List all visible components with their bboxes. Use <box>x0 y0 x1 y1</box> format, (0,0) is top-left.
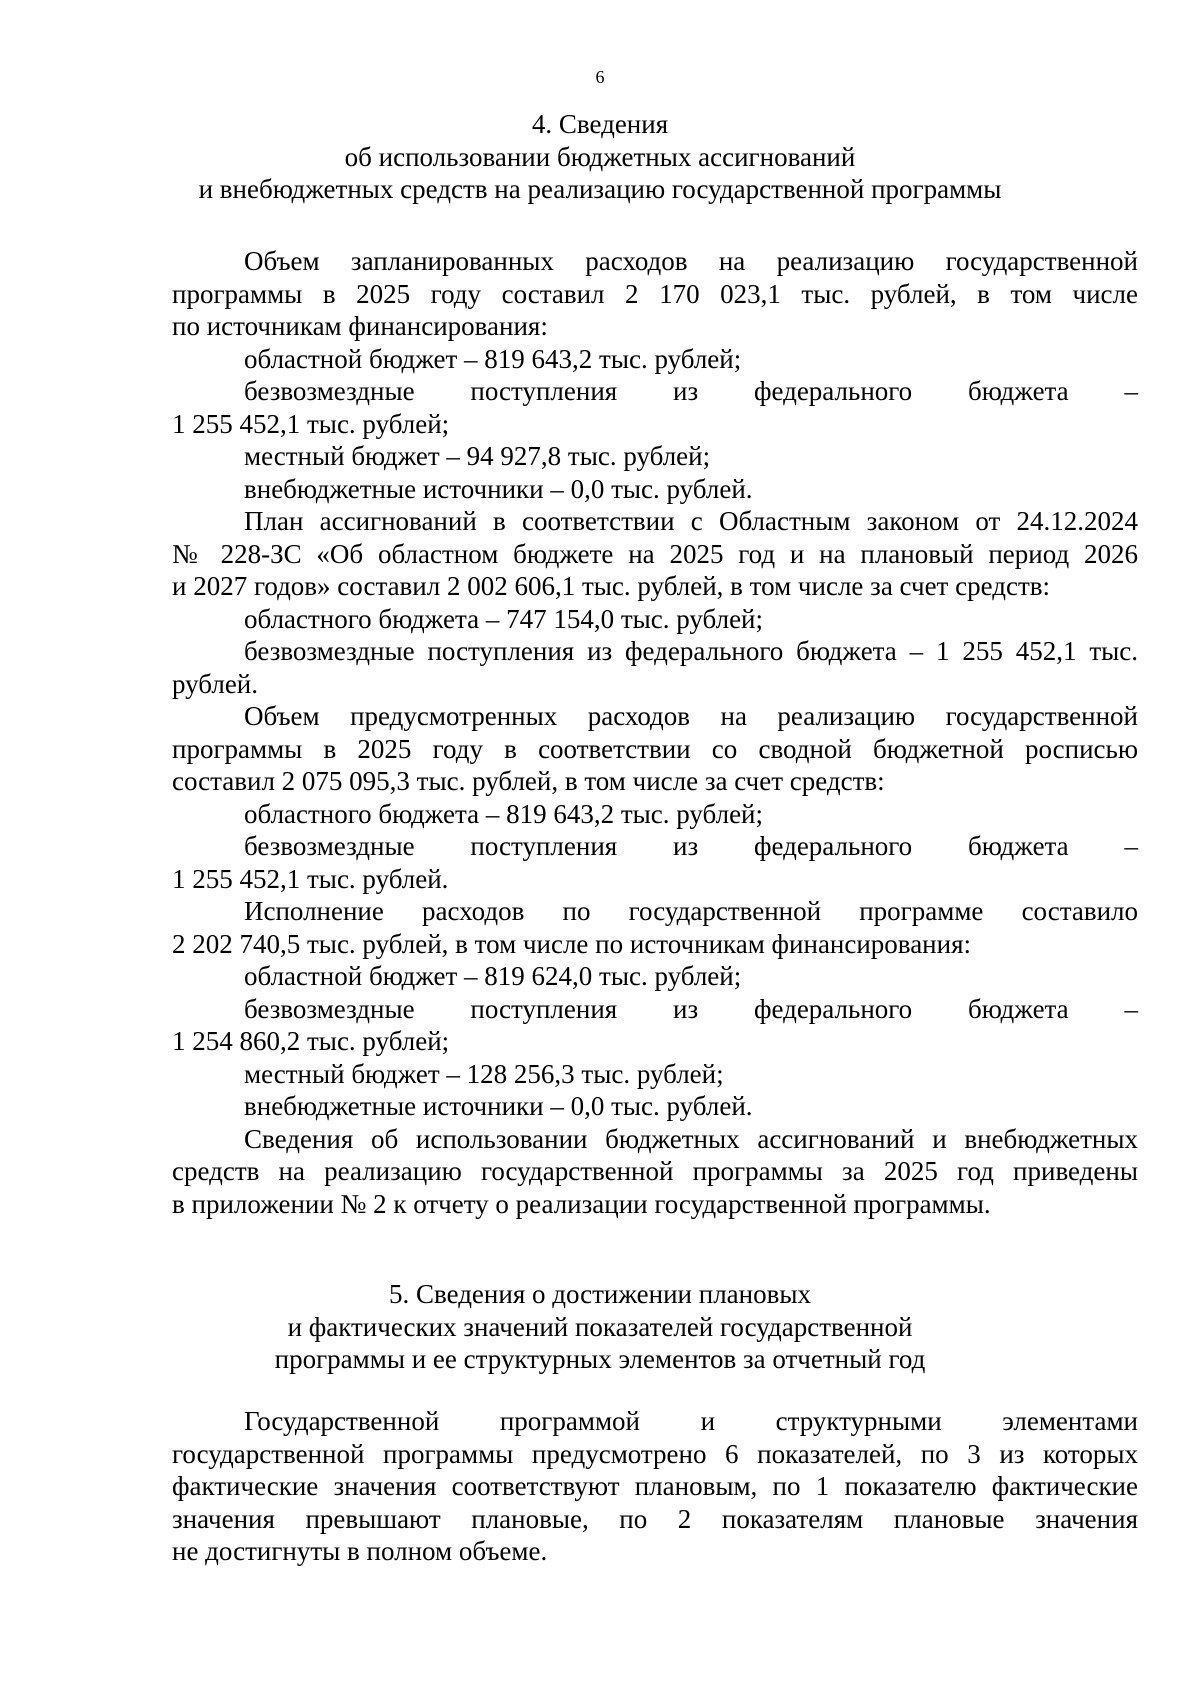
text-line: Исполнение расходов по государственной программе составило <box>244 896 1138 926</box>
section-5-heading-line: 5. Сведения о достижении плановых <box>388 1279 812 1309</box>
text-line: программы в 2025 году в соответствии со сводной бюджетной росписью <box>172 733 1138 764</box>
text-line: безвозмездные поступления из федерального бюджета – <box>244 993 1138 1024</box>
text-line: в приложении № 2 к отчету о реализации государственной программы. <box>172 1188 991 1219</box>
text-line: составил 2 075 095,3 тыс. рублей, в том числе за счет средств: <box>172 766 885 796</box>
text-line: по источникам финансирования: <box>172 311 548 341</box>
section-4-heading-line: 4. Сведения <box>531 109 669 139</box>
section-5-body <box>172 1405 1138 1568</box>
text-line: областного бюджета – 819 643,2 тыс. рублей; <box>244 798 764 829</box>
text-line: областной бюджет – 819 624,0 тыс. рублей; <box>244 961 742 991</box>
text-line: программы в 2025 году составил 2 170 023,1 тыс. рублей, в том числе <box>172 278 1138 309</box>
text-line: областного бюджета – 747 154,0 тыс. рублей; <box>244 603 764 634</box>
text-line: фактические значения соответствуют плановым, по 1 показателю фактические <box>172 1471 1138 1501</box>
text-line: безвозмездные поступления из федерального бюджета – <box>244 376 1138 406</box>
text-line: государственной программы предусмотрено 6 показателей, по 3 из которых <box>172 1438 1138 1469</box>
text-line: областной бюджет – 819 643,2 тыс. рублей; <box>244 343 742 374</box>
section-5-heading <box>0 1278 1200 1376</box>
text-line: не достигнуты в полном объеме. <box>172 1536 548 1566</box>
section-4-body <box>172 245 1138 1220</box>
text-line: № 228-ЗС «Об областном бюджете на 2025 год и на плановый период 2026 <box>172 538 1138 569</box>
section-5-heading-line: программы и ее структурных элементов за отчетный год <box>274 1344 926 1374</box>
text-line: 1 255 452,1 тыс. рублей. <box>172 863 449 894</box>
text-line: План ассигнований в соответствии с Областным законом от 24.12.2024 <box>244 506 1138 536</box>
text-line: местный бюджет – 128 256,3 тыс. рублей; <box>244 1058 724 1089</box>
text-line: 1 254 860,2 тыс. рублей; <box>172 1026 450 1056</box>
section-4-heading-line: и внебюджетных средств на реализацию государственной программы <box>198 174 1002 204</box>
text-line: безвозмездные поступления из федерального бюджета – <box>244 831 1138 861</box>
text-line: внебюджетные источники – 0,0 тыс. рублей. <box>244 473 753 504</box>
text-line: средств на реализацию государственной программы за 2025 год приведены <box>172 1156 1138 1186</box>
text-line: местный бюджет – 94 927,8 тыс. рублей; <box>244 441 711 471</box>
text-line: внебюджетные источники – 0,0 тыс. рублей. <box>244 1091 753 1121</box>
text-line: Государственной программой и структурными элементами <box>244 1406 1138 1436</box>
text-line: рублей. <box>172 668 259 699</box>
text-line: Объем запланированных расходов на реализацию государственной <box>244 246 1138 276</box>
section-4-heading-line: об использовании бюджетных ассигнований <box>344 141 856 172</box>
page-number: 6 <box>595 67 605 87</box>
text-line: 2 202 740,5 тыс. рублей, в том числе по источникам финансирования: <box>172 928 972 959</box>
section-5-heading-line: и фактических значений показателей государственной <box>287 1311 913 1342</box>
text-line: Сведения об использовании бюджетных ассигнований и внебюджетных <box>244 1123 1138 1154</box>
text-line: значения превышают плановые, по 2 показателям плановые значения <box>172 1503 1138 1534</box>
section-4-heading <box>0 108 1200 206</box>
text-line: Объем предусмотренных расходов на реализацию государственной <box>244 701 1138 731</box>
text-line: 1 255 452,1 тыс. рублей; <box>172 408 450 439</box>
text-line: и 2027 годов» составил 2 002 606,1 тыс. рублей, в том числе за счет средств: <box>172 571 1050 601</box>
text-line: безвозмездные поступления из федерального бюджета – 1 255 452,1 тыс. <box>244 636 1138 666</box>
